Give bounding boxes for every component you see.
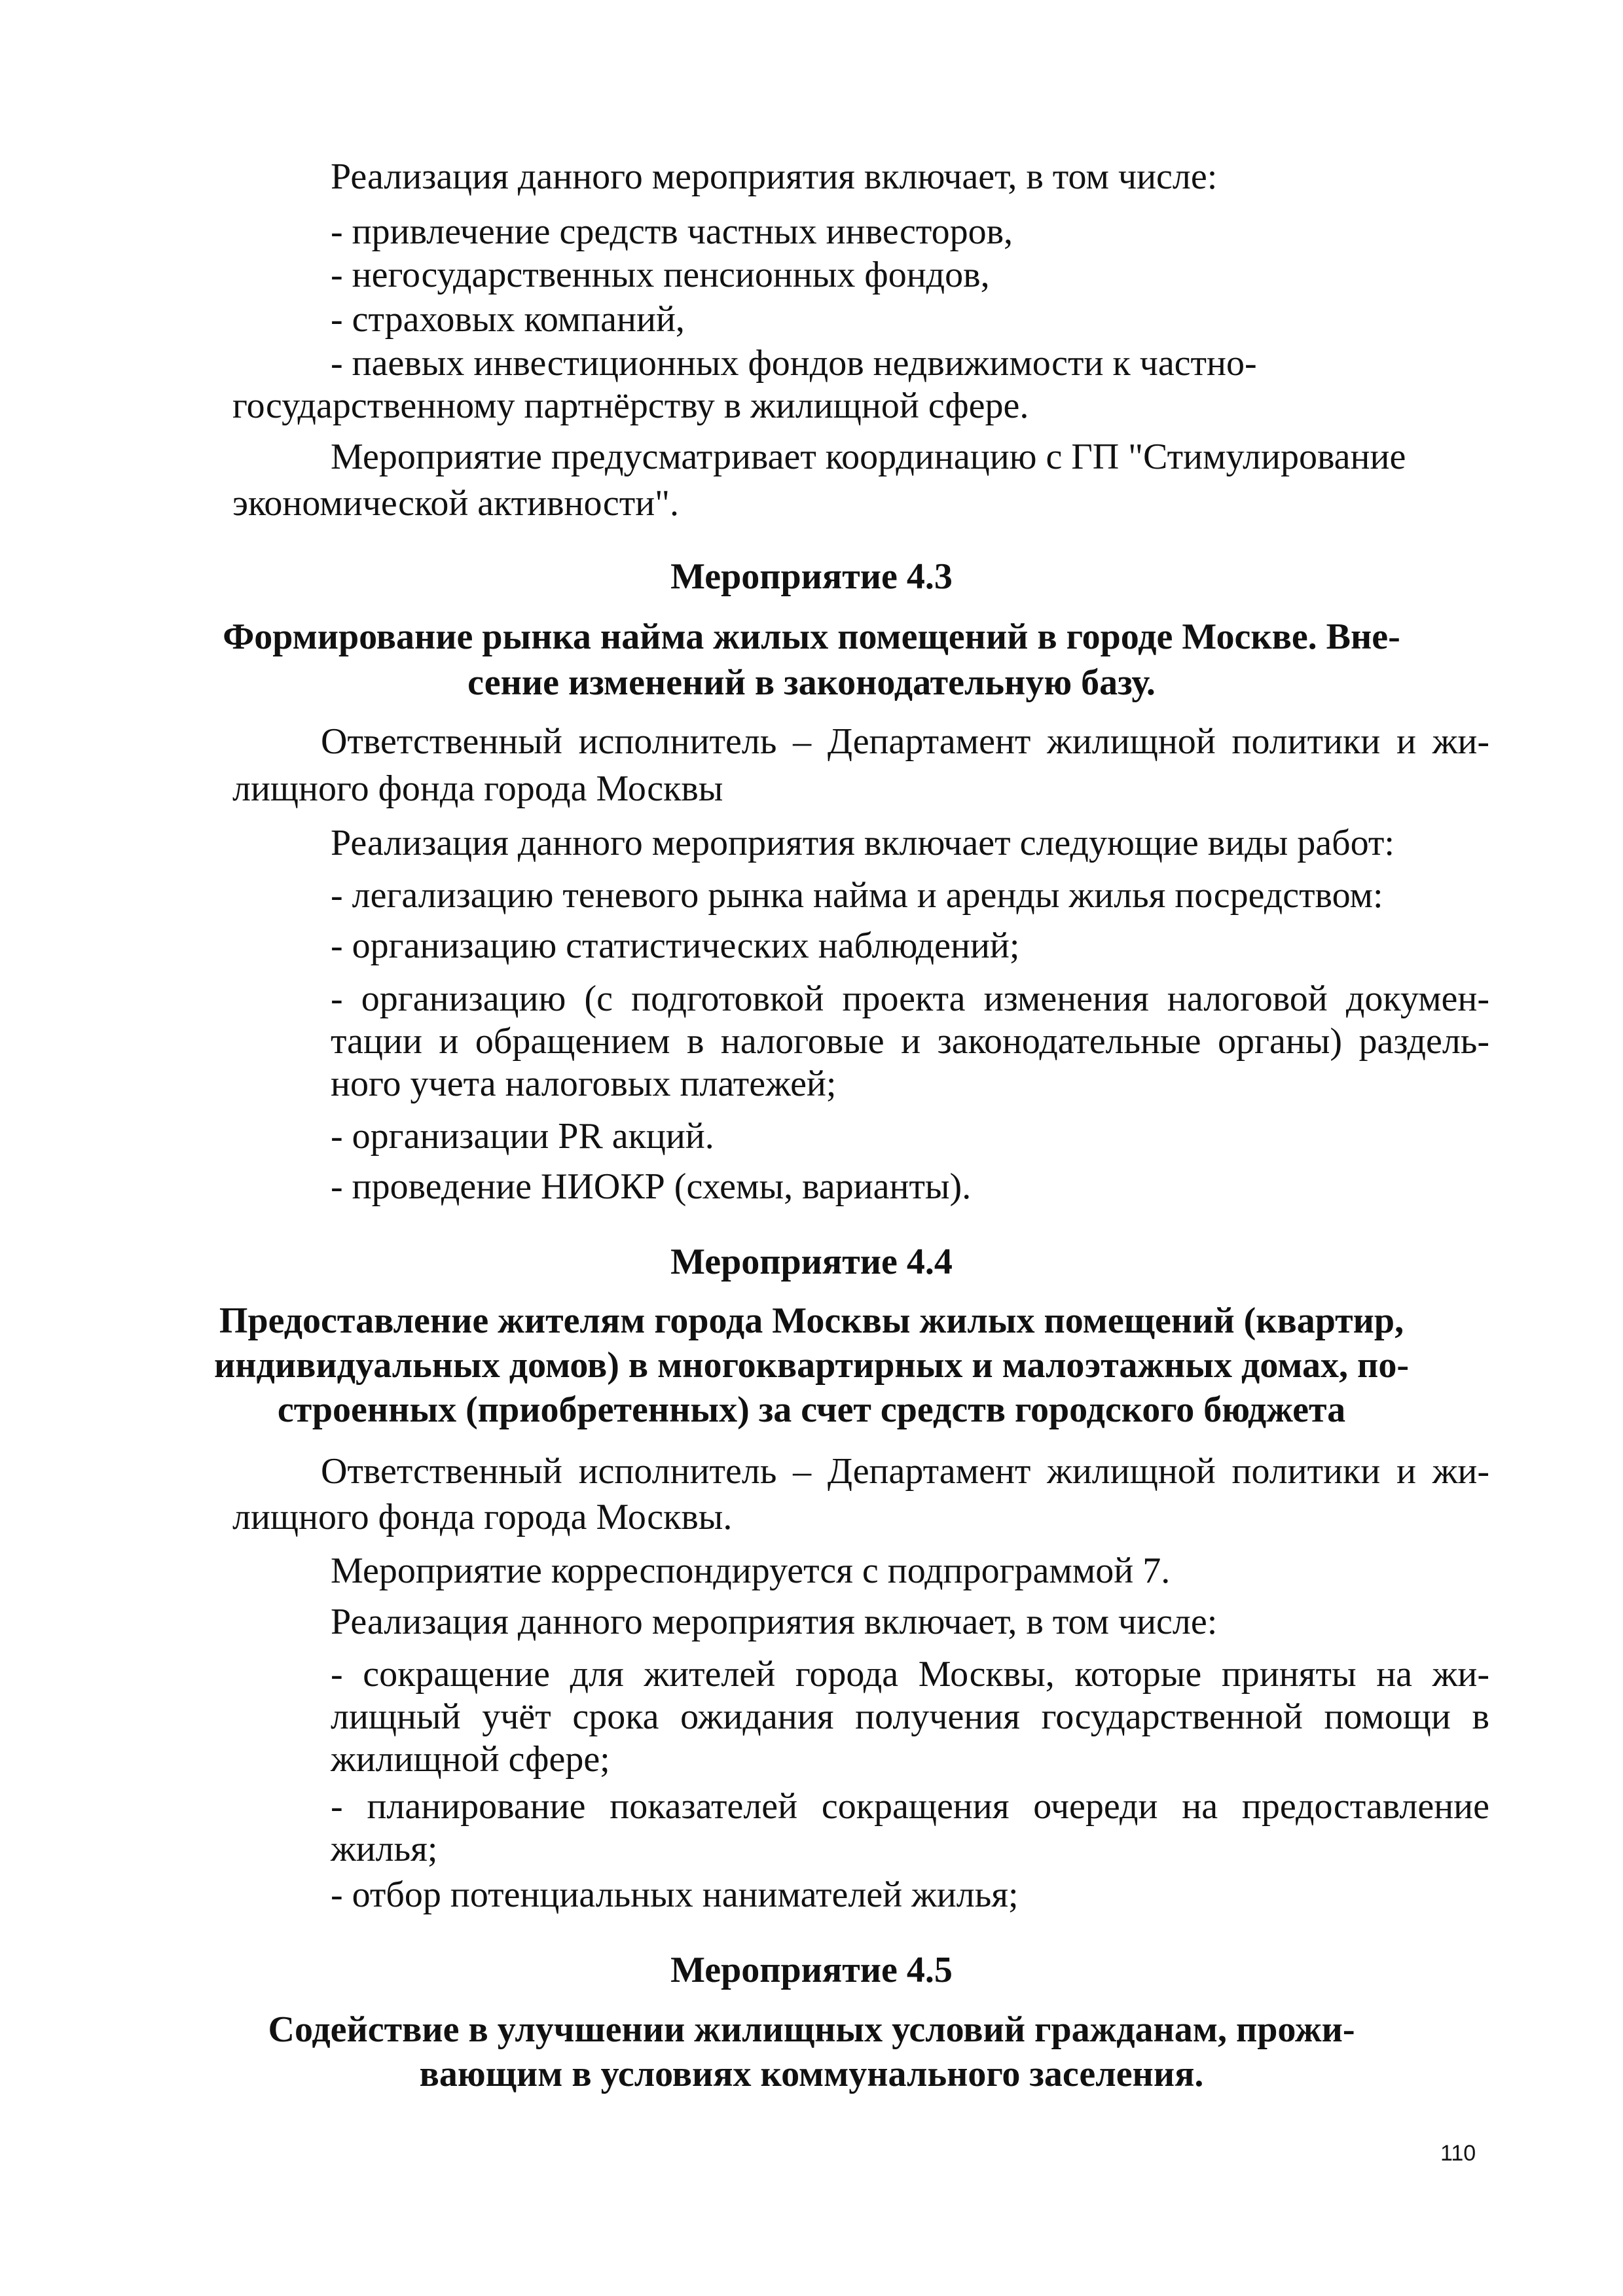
measure-4-4-responsible-line-2: лищного фонда города Москвы.	[232, 1497, 733, 1537]
measure-4-4-item-1-line-2: лищный учёт срока ожидания получения государственной помощи в	[331, 1696, 1489, 1737]
measure-4-3-lead: Реализация данного мероприятия включает следующие виды работ:	[331, 823, 1395, 863]
measure-4-3-item-4: - организации PR акций.	[331, 1116, 714, 1157]
intro-item-1: - привлечение средств частных инвесторов,	[331, 211, 1013, 252]
page-number: 110	[1440, 2141, 1476, 2166]
intro-lead: Реализация данного мероприятия включает, в том числе:	[331, 156, 1218, 197]
measure-4-3-responsible-line-2: лищного фонда города Москвы	[232, 768, 723, 809]
intro-coordination-line-1: Мероприятие предусматривает координацию с ГП "Стимулирование	[331, 437, 1406, 477]
measure-4-3-title-line-1: Формирование рынка найма жилых помещений в городе Москве. Вне-	[223, 617, 1400, 657]
measure-4-5-title-line-1: Содействие в улучшении жилищных условий гражданам, прожи-	[268, 2009, 1355, 2050]
measure-4-4-item-1-line-3: жилищной сфере;	[331, 1739, 610, 1780]
measure-4-3-title-line-2: сение изменений в законодательную базу.	[467, 662, 1156, 703]
measure-4-3-item-2: - организацию статистических наблюдений;	[331, 925, 1020, 966]
measure-4-3-item-1: - легализацию теневого рынка найма и аренды жилья посредством:	[331, 875, 1383, 916]
measure-4-4-item-1-line-1: - сокращение для жителей города Москвы, которые приняты на жи-	[331, 1654, 1489, 1695]
intro-item-4-line-1: - паевых инвестиционных фондов недвижимости к частно-	[331, 343, 1257, 384]
measure-4-4-title-line-3: строенных (приобретенных) за счет средств городского бюджета	[277, 1390, 1346, 1430]
measure-4-4-item-3: - отбор потенциальных нанимателей жилья;	[331, 1874, 1019, 1915]
measure-4-3-responsible-line-1: Ответственный исполнитель – Департамент жилищной политики и жи-	[321, 721, 1489, 762]
measure-4-4-lead: Реализация данного мероприятия включает, в том числе:	[331, 1602, 1218, 1642]
intro-item-2: - негосударственных пенсионных фондов,	[331, 255, 990, 295]
intro-item-3: - страховых компаний,	[331, 299, 685, 340]
measure-4-4-item-2-line-2: жилья;	[331, 1829, 438, 1869]
measure-4-3-item-3-line-2: тации и обращением в налоговые и законодательные органы) раздель-	[331, 1021, 1489, 1062]
measure-4-4-title-line-1: Предоставление жителям города Москвы жилых помещений (квартир,	[219, 1300, 1404, 1341]
measure-4-3-item-3-line-1: - организацию (с подготовкой проекта изменения налоговой докумен-	[331, 978, 1489, 1019]
intro-coordination-line-2: экономической активности".	[232, 483, 680, 524]
measure-4-3-item-3-line-3: ного учета налоговых платежей;	[331, 1064, 837, 1104]
measure-4-5-title-line-2: вающим в условиях коммунального заселения.	[419, 2054, 1204, 2094]
measure-4-4-heading: Мероприятие 4.4	[670, 1242, 953, 1282]
measure-4-4-correspondence: Мероприятие корреспондируется с подпрограммой 7.	[331, 1551, 1171, 1591]
measure-4-3-heading: Мероприятие 4.3	[670, 556, 953, 597]
intro-item-4-line-2: государственному партнёрству в жилищной сфере.	[232, 386, 1029, 426]
measure-4-4-title-line-2: индивидуальных домов) в многоквартирных и малоэтажных домах, по-	[214, 1345, 1409, 1386]
measure-4-5-heading: Мероприятие 4.5	[670, 1950, 953, 1990]
measure-4-4-item-2-line-1: - планирование показателей сокращения очереди на предоставление	[331, 1786, 1489, 1827]
measure-4-4-responsible-line-1: Ответственный исполнитель – Департамент жилищной политики и жи-	[321, 1451, 1489, 1492]
measure-4-3-item-5: - проведение НИОКР (схемы, варианты).	[331, 1166, 972, 1207]
